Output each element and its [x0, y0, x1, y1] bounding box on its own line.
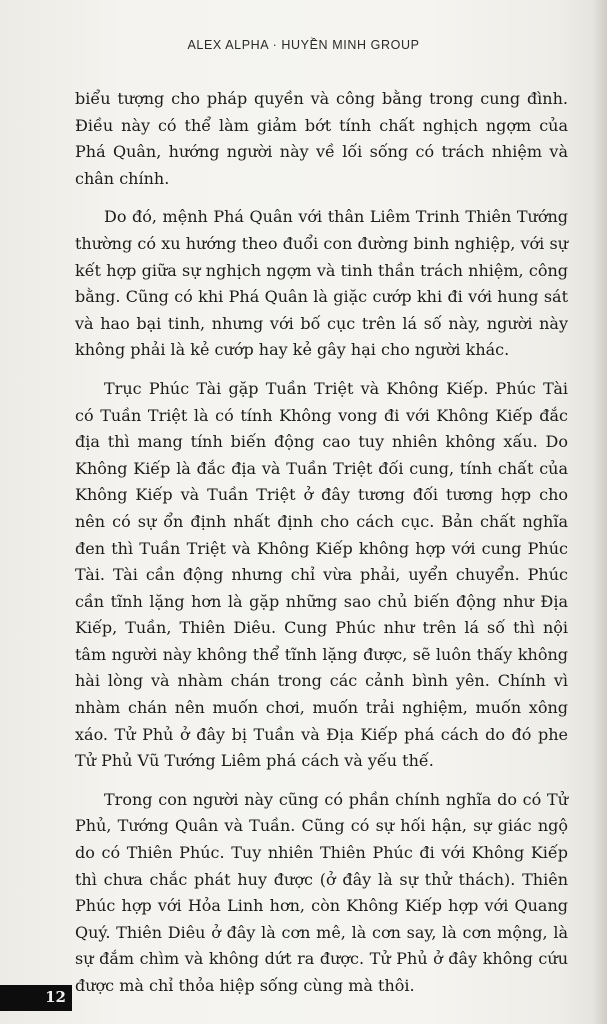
- page-number: 12: [45, 988, 66, 1006]
- running-header: ALEX ALPHA · HUYỀN MINH GROUP: [187, 38, 420, 52]
- page-number-tab: [0, 985, 72, 1011]
- paragraph: Trục Phúc Tài gặp Tuần Triệt và Không Kiếp. Phúc Tài có Tuần Triệt là có tính Không vong đi với Không Kiếp đắc địa thì mang tính biến động cao tuy nhiên không xấu. Do Không Kiếp là đắc địa và Tuần Triệt đối cung, tính chất của Không Kiếp và Tuần Triệt ở đây tương đối tương hợp cho nên có sự ổn định nhất định cho cách cục. Bản chất nghĩa đen thì Tuần Triệt và Không Kiếp không hợp với cung Phúc Tài. Tài cần động nhưng chỉ vừa phải, uyển chuyển. Phúc cần tĩnh lặng hơn là gặp những sao chủ biến động như Địa Kiếp, Tuần, Thiên Diêu. Cung Phúc như trên lá số thì nội tâm người này không thể tĩnh lặng được, sẽ luôn thấy không hài lòng và nhàm chán trong các cảnh bình yên. Chính vì nhàm chán nên muốn chơi, muốn trải nghiệm, muốn xông xáo. Tử Phủ ở đây bị Tuần và Địa Kiếp phá cách do đó phe Tử Phủ Vũ Tướng Liêm phá cách và yếu thế.: [75, 378, 568, 771]
- paragraph-continuation: biểu tượng cho pháp quyền và công bằng trong cung đình. Điều này có thể làm giảm bớt tính chất nghịch ngợm của Phá Quân, hướng người này về lối sống có trách nhiệm và chân chính.: [75, 89, 568, 188]
- paragraph: Trong con người này cũng có phần chính nghĩa do có Tử Phủ, Tướng Quân và Tuần. Cũng có sự hối hận, sự giác ngộ do có Thiên Phúc. Tuy nhiên Thiên Phúc đi với Không Kiếp thì chưa chắc phát huy được (ở đây là sự thử thách). Thiên Phúc hợp với Hỏa Linh hơn, còn Không Kiếp hợp với Quang Quý. Thiên Diêu ở đây là cơn mê, là cơn say, là cơn mộng, là sự đắm chìm và không dứt ra được. Tử Phủ ở đây không cứu được mà chỉ thỏa hiệp sống cùng mà thôi.: [75, 789, 568, 995]
- body-text: [75, 86, 568, 1012]
- paragraph: Do đó, mệnh Phá Quân với thân Liêm Trinh Thiên Tướng thường có xu hướng theo đuổi con đường binh nghiệp, với sự kết hợp giữa sự nghịch ngợm và tinh thần trách nhiệm, công bằng. Cũng có khi Phá Quân là giặc cướp khi đi với hung sát và hao bại tinh, nhưng với bố cục trên lá số này, người này không phải là kẻ cướp hay kẻ gây hại cho người khác.: [75, 207, 568, 360]
